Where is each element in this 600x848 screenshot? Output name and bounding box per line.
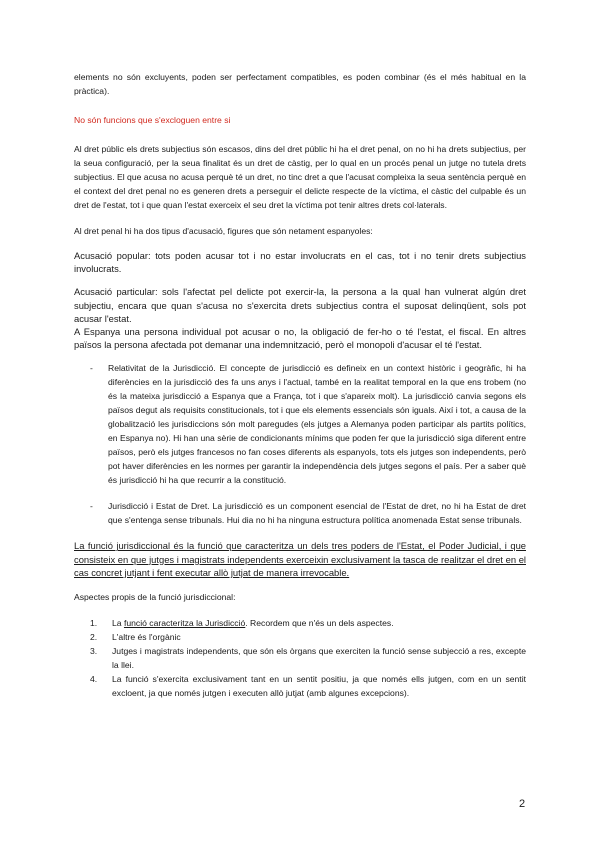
- list-number: 3.: [90, 646, 98, 657]
- list-number: 1.: [90, 618, 98, 629]
- aspectes-list: [74, 616, 526, 700]
- bullet-list: [74, 361, 526, 527]
- bullet-text: Jurisdicció i Estat de Dret. La jurisdicció es un component esencial de l'Estat de dret, no hi ha Estat de dret que s'entenga sense tribunals. Hui dia no hi ha ninguna estructura política anomenada Estat sense tribunals.: [108, 501, 526, 526]
- bullet-text: Relativitat de la Jurisdicció. El concepte de jurisdicció es defineix en un context històric i geogràfic, hi ha diferències en la jurisdicció des fa uns anys i l'actual, també en la realitat temporal en la que ens trobem (no és la mateixa jurisdicció a Espanya que a França, tot i que s'apareix molt). La jurisdicció canvia segons els països degut als requisits constitucionals, tot i que els elements essencials són iguals. Així i tot, a causa de la globalització les jurisdiccions són molt paregudes (els jutges a Alemanya poden participar als partits polítics, en Espanya no). Hi han una sèrie de condicionants mínims que poden fer que la jurisdicció siga diferent entre països, però els jutges francesos no fan coses diferents als espanyols, tots els jutges son independents, però pot haver diferències en les normes per garantir la independència dels jutges segons el país. Per a saber què és jurisdicció hi ha que recurrir a la constitució.: [108, 363, 526, 486]
- list-text: L'altre és l'orgànic: [112, 632, 181, 643]
- acusacio-popular-paragraph: Acusació popular: tots poden acusar tot i no estar involucrats en el cas, tot i no tenir drets subjectius involucrats.: [74, 250, 526, 275]
- acusacio-particular-paragraph: Acusació particular: sols l'afectat pel delicte pot exercir-la, la persona a la qual han vulnerat algún dret subjectiu, encara que quan s'acusa no s'exercita drets subjectius contra el suposat delinqüent, sols pot acusar l'estat.: [74, 286, 526, 324]
- list-text-underlined: funció caracteritza la Jurisdicció: [123, 618, 246, 629]
- intro-paragraph: elements no són excluyents, poden ser perfectament compatibles, es poden combinar (és el més habitual en la pràctica).: [74, 72, 526, 96]
- bullet-item: [74, 361, 526, 487]
- list-text: Jutges i magistrats independents, que són els òrgans que exerciten la funció sense subjecció a res, excepte la llei.: [112, 646, 526, 671]
- list-item: [74, 630, 526, 644]
- list-text: La funció s'exercita exclusivament tant en un sentit positiu, ja que només ells jutgen, com en un sentit excloent, ja que només jutgen i executen allò jutjat (amb algunes excepcions).: [112, 674, 526, 699]
- bullet-dash: -: [90, 363, 93, 374]
- list-text-post: . Recordem que n'és un dels aspectes.: [245, 618, 394, 629]
- espanya-paragraph: A Espanya una persona individual pot acusar o no, la obligació de fer-ho o té l'estat, el fiscal. En altres països la persona afectada pot demanar una indemnització, però el monopoli d'acusar el té l'estat.: [74, 326, 526, 351]
- dret-public-paragraph: Al dret públic els drets subjectius són escasos, dins del dret públic hi ha el dret penal, on no hi ha drets subjectius, per la seua configuració, per la seua finalitat és un dret de càstig, per lo qual en un procés penal un jutge no tutela drets subjectius. El que acusa no acusa perquè té un dret, no tinc dret a que l'acusat compleixa la seua sentència perquè en el context del dret penal no es generen drets a perseguir el delicte respecte de la víctima, el càstic del culpable és un dret de l'estat, tot i que quan l'estat exerceix el seu dret la víctima pot tenir altres drets col·laterals.: [74, 144, 526, 210]
- definicio-paragraph: La funció jurisdiccional és la funció que caracteritza un dels tres poders de l'Estat, el Poder Judicial, i que consisteix en que jutges i magistrats independents exerceixin exclusivament la tasca de realitzar el dret en el cas concret jutjant i fent executar allò jutjat de manera irrevocable.: [74, 540, 526, 578]
- list-text: [112, 616, 526, 630]
- list-item: [74, 672, 526, 700]
- page-number: 2: [519, 798, 526, 810]
- red-heading: No són funcions que s'excloguen entre si: [74, 115, 231, 125]
- aspectes-heading: Aspectes propis de la funció jurisdiccional:: [74, 592, 236, 603]
- list-number: 4.: [90, 674, 98, 685]
- list-text-pre: La: [112, 618, 124, 629]
- list-item: [74, 644, 526, 672]
- document-page: [74, 70, 526, 700]
- bullet-item: [74, 499, 526, 527]
- tipus-acusacio-paragraph: Al dret penal hi ha dos tipus d'acusació, figures que són netament espanyoles:: [74, 226, 373, 236]
- list-number: 2.: [90, 632, 98, 643]
- bullet-dash: -: [90, 501, 93, 512]
- list-item: [74, 616, 526, 630]
